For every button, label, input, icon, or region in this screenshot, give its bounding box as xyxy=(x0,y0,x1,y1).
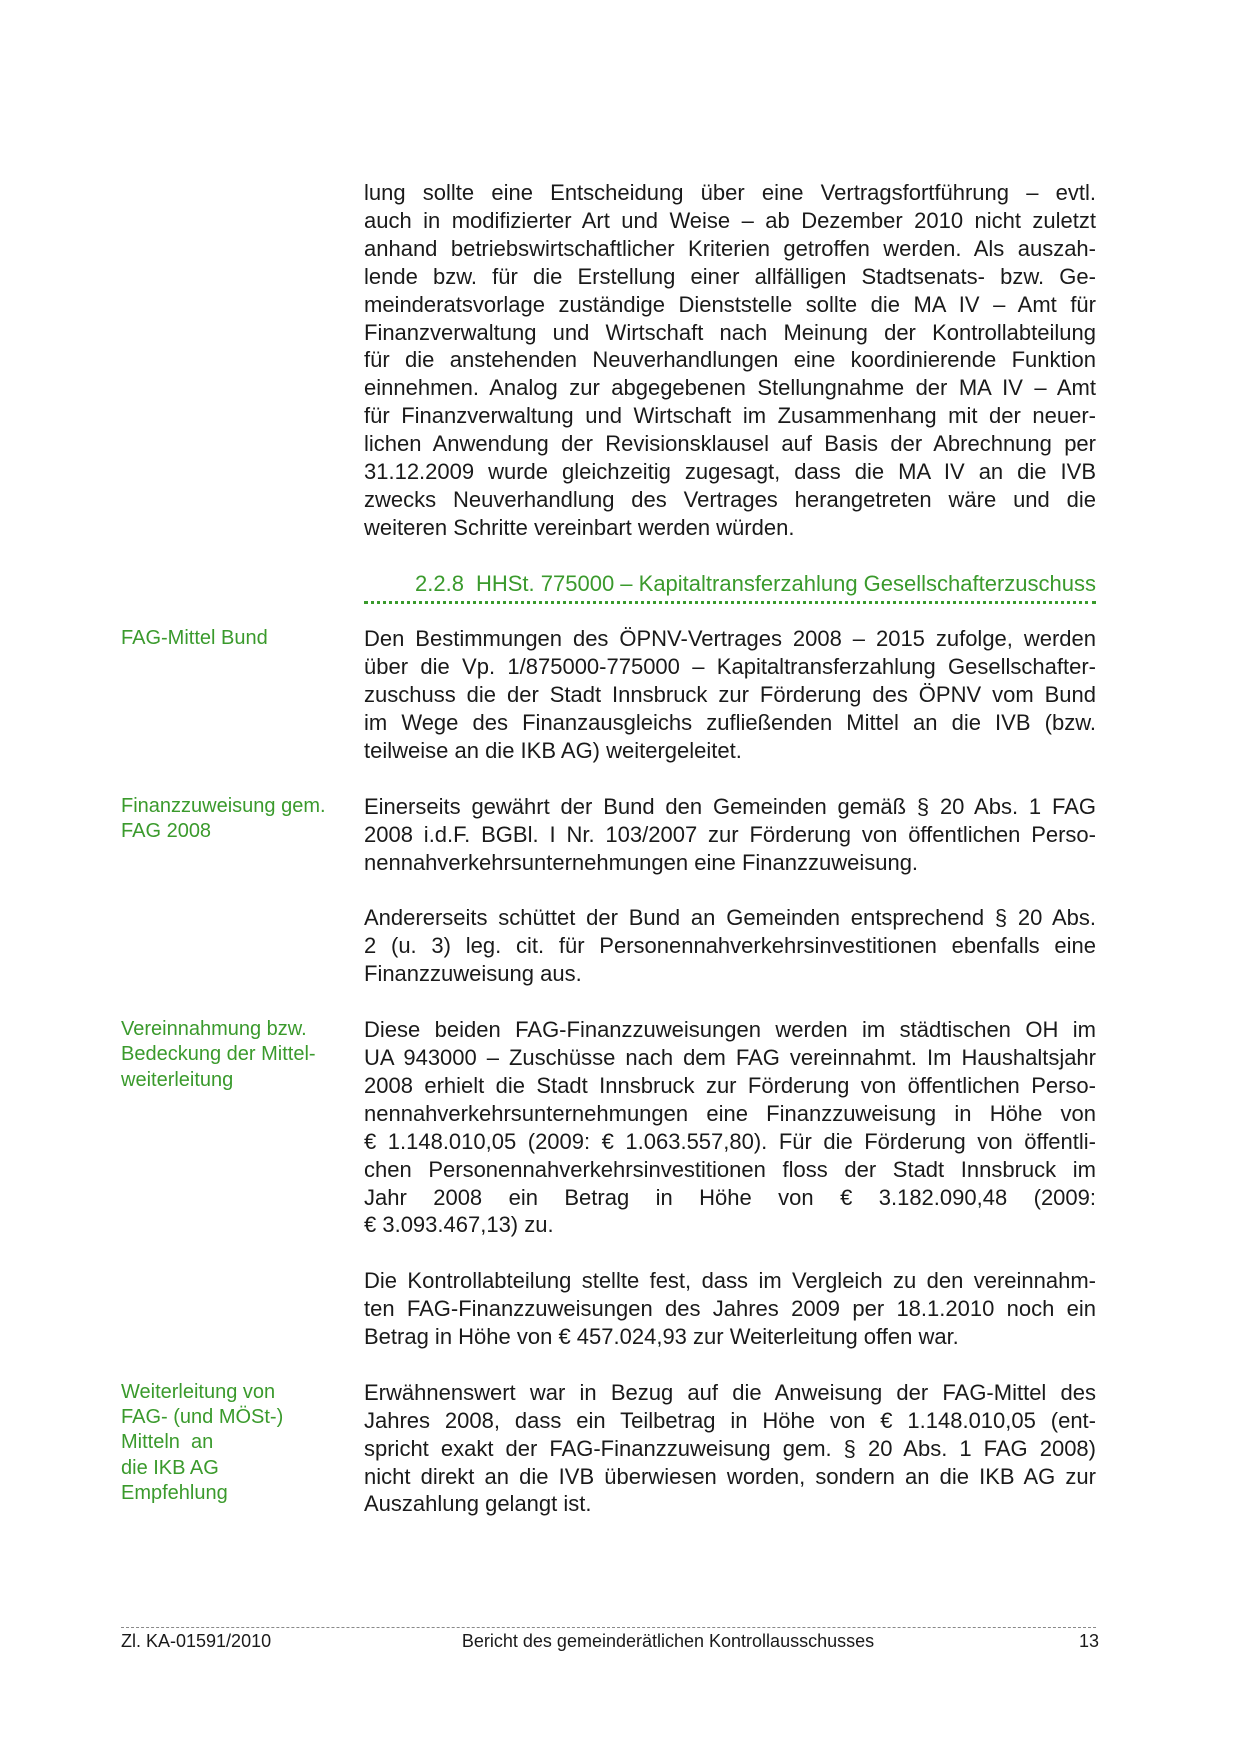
text-line: zwecks Neuverhandlung des Vertrages herangetreten wäre und die xyxy=(364,486,1096,512)
text-line: Jahr 2008 ein Betrag in Höhe von € 3.182.090,48 (2009: xyxy=(364,1184,1096,1210)
heading-rule xyxy=(364,601,1096,604)
margin-note-line: FAG-Mittel Bund xyxy=(121,627,268,650)
paragraph xyxy=(364,793,1096,877)
paragraph xyxy=(364,904,1096,988)
text-line: Den Bestimmungen des ÖPNV-Vertrages 2008 – 2015 zufolge, werden xyxy=(364,626,1096,652)
margin-note-line: FAG- (und MÖSt-) xyxy=(121,1406,284,1429)
text-line: Diese beiden FAG-Finanzzuweisungen werden im städtischen OH im xyxy=(364,1017,1096,1043)
section-heading xyxy=(364,570,1096,598)
paragraph xyxy=(364,625,1096,765)
margin-note-line: Mitteln an xyxy=(121,1431,214,1454)
page-number: 13 xyxy=(1078,1631,1099,1651)
text-line: Erwähnenswert war in Bezug auf die Anweisung der FAG-Mittel des xyxy=(364,1379,1096,1405)
footer-title: Bericht des gemeinderätlichen Kontrollausschusses xyxy=(461,1631,875,1651)
text-line: Die Kontrollabteilung stellte fest, dass im Vergleich zu den vereinnahm- xyxy=(364,1268,1096,1294)
margin-note-line: weiterleitung xyxy=(121,1068,234,1091)
block-fag-mittel-bund xyxy=(121,625,1096,765)
paragraph xyxy=(364,1379,1096,1519)
text-line: Finanzzuweisung aus. xyxy=(364,961,582,987)
margin-note xyxy=(121,1017,351,1093)
text-line: zuschuss die der Stadt Innsbruck zur Förderung des ÖPNV vom Bund xyxy=(364,682,1096,708)
text-line: anhand betriebswirtschaftlicher Kriterien getroffen werden. Als auszah- xyxy=(364,235,1096,261)
text-line: lung sollte eine Entscheidung über eine Vertragsfortführung – evtl. xyxy=(364,180,1096,205)
margin-note-line: die IKB AG xyxy=(121,1456,219,1479)
main-text-column xyxy=(121,179,1096,1546)
text-line: lichen Anwendung der Revisionsklausel auf Basis der Abrechnung per xyxy=(364,431,1096,457)
margin-note xyxy=(121,626,351,651)
text-line: € 3.093.467,13) zu. xyxy=(364,1212,554,1238)
text-line: nicht direkt an die IVB überwiesen worden, sondern an die IKB AG zur xyxy=(364,1463,1096,1489)
footer-reference: Zl. KA-01591/2010 xyxy=(121,1631,272,1651)
text-line: nennahverkehrsunternehmungen eine Finanzzuweisung. xyxy=(364,849,919,875)
margin-note-line: FAG 2008 xyxy=(121,820,212,843)
paragraph xyxy=(364,1267,1096,1351)
text-line: chen Personennahverkehrsinvestitionen floss der Stadt Innsbruck im xyxy=(364,1156,1096,1182)
text-line: weiteren Schritte vereinbart werden würden. xyxy=(364,514,795,540)
text-line: für Finanzverwaltung und Wirtschaft im Zusammenhang mit der neuer- xyxy=(364,403,1096,429)
text-line: Andererseits schüttet der Bund an Gemeinden entsprechend § 20 Abs. xyxy=(364,905,1096,931)
text-line: über die Vp. 1/875000-775000 – Kapitaltransferzahlung Gesellschafter- xyxy=(364,654,1096,680)
text-line: ten FAG-Finanzzuweisungen des Jahres 2009 per 18.1.2010 noch ein xyxy=(364,1296,1096,1322)
intro-paragraph xyxy=(364,179,1096,542)
text-line: teilweise an die IKB AG) weitergeleitet. xyxy=(364,738,742,764)
text-line: 31.12.2009 wurde gleichzeitig zugesagt, dass die MA IV an die IVB xyxy=(364,459,1096,485)
paragraph xyxy=(364,1016,1096,1239)
section-title: HHSt. 775000 – Kapitaltransferzahlung Gesellschafterzuschuss xyxy=(475,570,1096,596)
margin-note-line: Vereinnahmung bzw. xyxy=(121,1018,307,1041)
block-weiterleitung xyxy=(121,1379,1096,1519)
text-line: spricht exakt der FAG-Finanzzuweisung gem. § 20 Abs. 1 FAG 2008) xyxy=(364,1435,1096,1461)
text-line: Einerseits gewährt der Bund den Gemeinden gemäß § 20 Abs. 1 FAG xyxy=(364,793,1096,819)
margin-note xyxy=(121,1380,351,1506)
text-line: für die anstehenden Neuverhandlungen eine koordinierende Funktion xyxy=(364,347,1096,373)
text-line: 2 (u. 3) leg. cit. für Personennahverkehrsinvestitionen ebenfalls eine xyxy=(364,933,1096,959)
margin-note-line: Finanzzuweisung gem. xyxy=(121,794,326,817)
block-finanzzuweisung xyxy=(121,793,1096,988)
text-line: € 1.148.010,05 (2009: € 1.063.557,80). Für die Förderung von öffentli- xyxy=(364,1128,1096,1154)
text-line: Jahres 2008, dass ein Teilbetrag in Höhe von € 1.148.010,05 (ent- xyxy=(364,1407,1096,1433)
text-line: UA 943000 – Zuschüsse nach dem FAG vereinnahmt. Im Haushaltsjahr xyxy=(364,1045,1096,1070)
text-line: 2008 i.d.F. BGBl. I Nr. 103/2007 zur Förderung von öffentlichen Perso- xyxy=(364,821,1096,847)
text-line: Betrag in Höhe von € 457.024,93 zur Weiterleitung offen war. xyxy=(364,1324,959,1350)
section-number: 2.2.8 xyxy=(415,570,464,596)
text-line: einnehmen. Analog zur abgegebenen Stellungnahme der MA IV – Amt xyxy=(364,375,1096,401)
margin-note xyxy=(121,794,351,845)
text-line: 2008 erhielt die Stadt Innsbruck zur Förderung von öffentlichen Perso- xyxy=(364,1072,1096,1098)
margin-note-line: Weiterleitung von xyxy=(121,1380,276,1403)
block-vereinnahmung xyxy=(121,1016,1096,1351)
text-line: Finanzverwaltung und Wirtschaft nach Meinung der Kontrollabteilung xyxy=(364,319,1096,345)
margin-note-line: Bedeckung der Mittel- xyxy=(121,1043,316,1066)
text-line: im Wege des Finanzausgleichs zufließenden Mittel an die IVB (bzw. xyxy=(364,710,1096,736)
text-line: lende bzw. für die Erstellung einer allfälligen Stadtsenats- bzw. Ge- xyxy=(364,263,1096,289)
footer-rule xyxy=(121,1627,1096,1628)
text-line: nennahverkehrsunternehmungen eine Finanzzuweisung in Höhe von xyxy=(364,1100,1096,1126)
text-line: Auszahlung gelangt ist. xyxy=(364,1491,592,1517)
margin-note-line: Empfehlung xyxy=(121,1482,228,1505)
text-line: meinderatsvorlage zuständige Dienststelle sollte die MA IV – Amt für xyxy=(364,291,1096,317)
text-line: auch in modifizierter Art und Weise – ab Dezember 2010 nicht zuletzt xyxy=(364,207,1096,233)
